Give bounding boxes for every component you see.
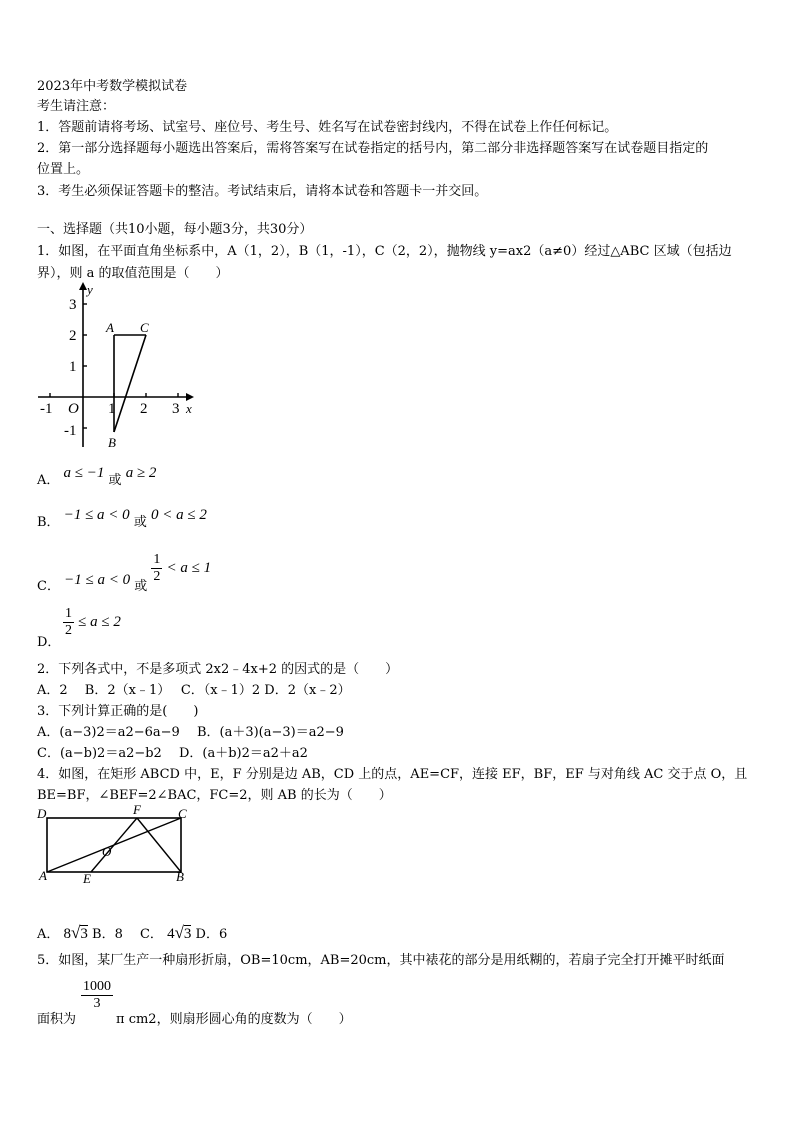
notice-3: 3．考生必须保证答题卡的整洁。考试结束后，请将本试卷和答题卡一并交回。 [37,184,488,199]
point-b-label: B [176,869,184,883]
origin-label: O [68,401,79,417]
q1-d-fraction: $\frac{1}{2}$ [65,606,72,638]
section-title: 一、选择题（共10小题，每小题3分，共30分） [37,222,313,237]
notice-2-cont: 位置上。 [37,162,90,177]
y-tick-neg1: -1 [64,423,77,439]
point-c-label: C [140,320,149,335]
x-tick-neg1: -1 [40,401,53,417]
q1-option-b: B． −1 ≤ a < 0 或 0 < a ≤ 2 [37,507,207,530]
notice-2: 2．第一部分选择题每小题选出答案后，需将答案写在试卷指定的括号内，第二部分非选择题答案写在试卷题目指定的 [37,141,709,156]
q1-c-fraction: $\frac{1}{2}$ [153,552,161,584]
y-tick-3: 3 [69,297,77,313]
q1-option-d: $\frac{1}{2}$ ≤ a ≤ 2 [65,606,121,638]
q4-option-a-value: 8√3 [63,923,88,942]
q5-fraction-row [37,979,111,1012]
q3-options-line2: C．(a−b)2＝a2−b2 D．(a＋b)2＝a2＋a2 [37,746,308,761]
segment-bf [137,818,181,872]
point-e-label: E [83,871,91,883]
point-c-label: C [178,806,187,821]
point-b-label: B [108,435,116,450]
q4-stem-line1: 4．如图，在矩形 ABCD 中，E，F 分别是边 AB，CD 上的点，AE=CF，连接 EF，BF，EF 与对角线 AC 交于点 O，且 [37,767,748,782]
q1-option-a: A． a ≤ −1 或 a ≥ 2 [37,465,157,488]
q2-stem: 2．下列各式中，不是多项式 2x2﹣4x+2 的因式的是（ ） [37,662,399,677]
q4-options: A． 8√3 B．8 C． 4√3 D．6 [37,923,228,942]
notice-title: 考生请注意： [37,99,116,114]
q5-area-fraction: $\frac{1000}{3}$ [83,979,111,1011]
q5-stem-line1: 5．如图，某厂生产一种扇形折扇，OB=10cm，AB=20cm，其中裱花的部分是用纸糊的，若扇子完全打开摊平时纸面 [37,953,725,968]
y-tick-1: 1 [69,359,77,375]
segment-bc [114,335,146,432]
x-tick-1: 1 [108,401,116,417]
q4-stem-line2: BE=BF，∠BEF=2∠BAC，FC=2，则 AB 的长为（ ） [37,788,392,803]
point-a-label: A [106,320,114,335]
q4-option-c-value: 4√3 [167,923,192,942]
q1-coordinate-figure [36,282,196,450]
q3-stem: 3．下列计算正确的是( ) [37,704,199,719]
y-axis-label: y [87,282,93,297]
point-o-label: O [102,844,112,859]
q4-rectangle-figure [36,803,196,883]
q3-options-line1: A．(a−3)2＝a2−6a−9 B．(a＋3)(a−3)＝a2−9 [37,725,344,740]
q5-stem-line2: 面积为 π cm2，则扇形圆心角的度数为（ ） [37,1012,352,1027]
point-d-label: D [37,806,47,821]
q1-option-c: C． −1 ≤ a < 0 或 $\frac{1}{2}$ < a ≤ 1 [37,552,212,594]
segment-ef [91,818,137,872]
notice-1: 1．答题前请将考场、试室号、座位号、考生号、姓名写在试卷密封线内，不得在试卷上作任何标记。 [37,120,618,135]
y-tick-2: 2 [69,328,77,344]
q2-options: A．2 B．2（x﹣1） C．（x﹣1）2 D．2（x﹣2） [37,683,351,698]
x-tick-3: 3 [172,401,180,417]
x-axis-arrow-icon [186,393,194,401]
q1-option-d-label: D． [37,635,61,650]
y-axis-arrow-icon [79,282,87,290]
page-title: 2023年中考数学模拟试卷 [37,79,188,94]
point-f-label: F [133,803,141,817]
x-tick-2: 2 [140,401,148,417]
q1-stem-line2: 界），则 a 的取值范围是（ ） [37,266,229,281]
x-axis-label: x [186,401,192,416]
q1-stem-line1: 1．如图，在平面直角坐标系中，A（1，2），B（1，-1），C（2，2），抛物线 y=ax2（a≠0）经过△ABC 区域（包括边 [37,244,732,259]
point-a-label: A [39,868,47,883]
